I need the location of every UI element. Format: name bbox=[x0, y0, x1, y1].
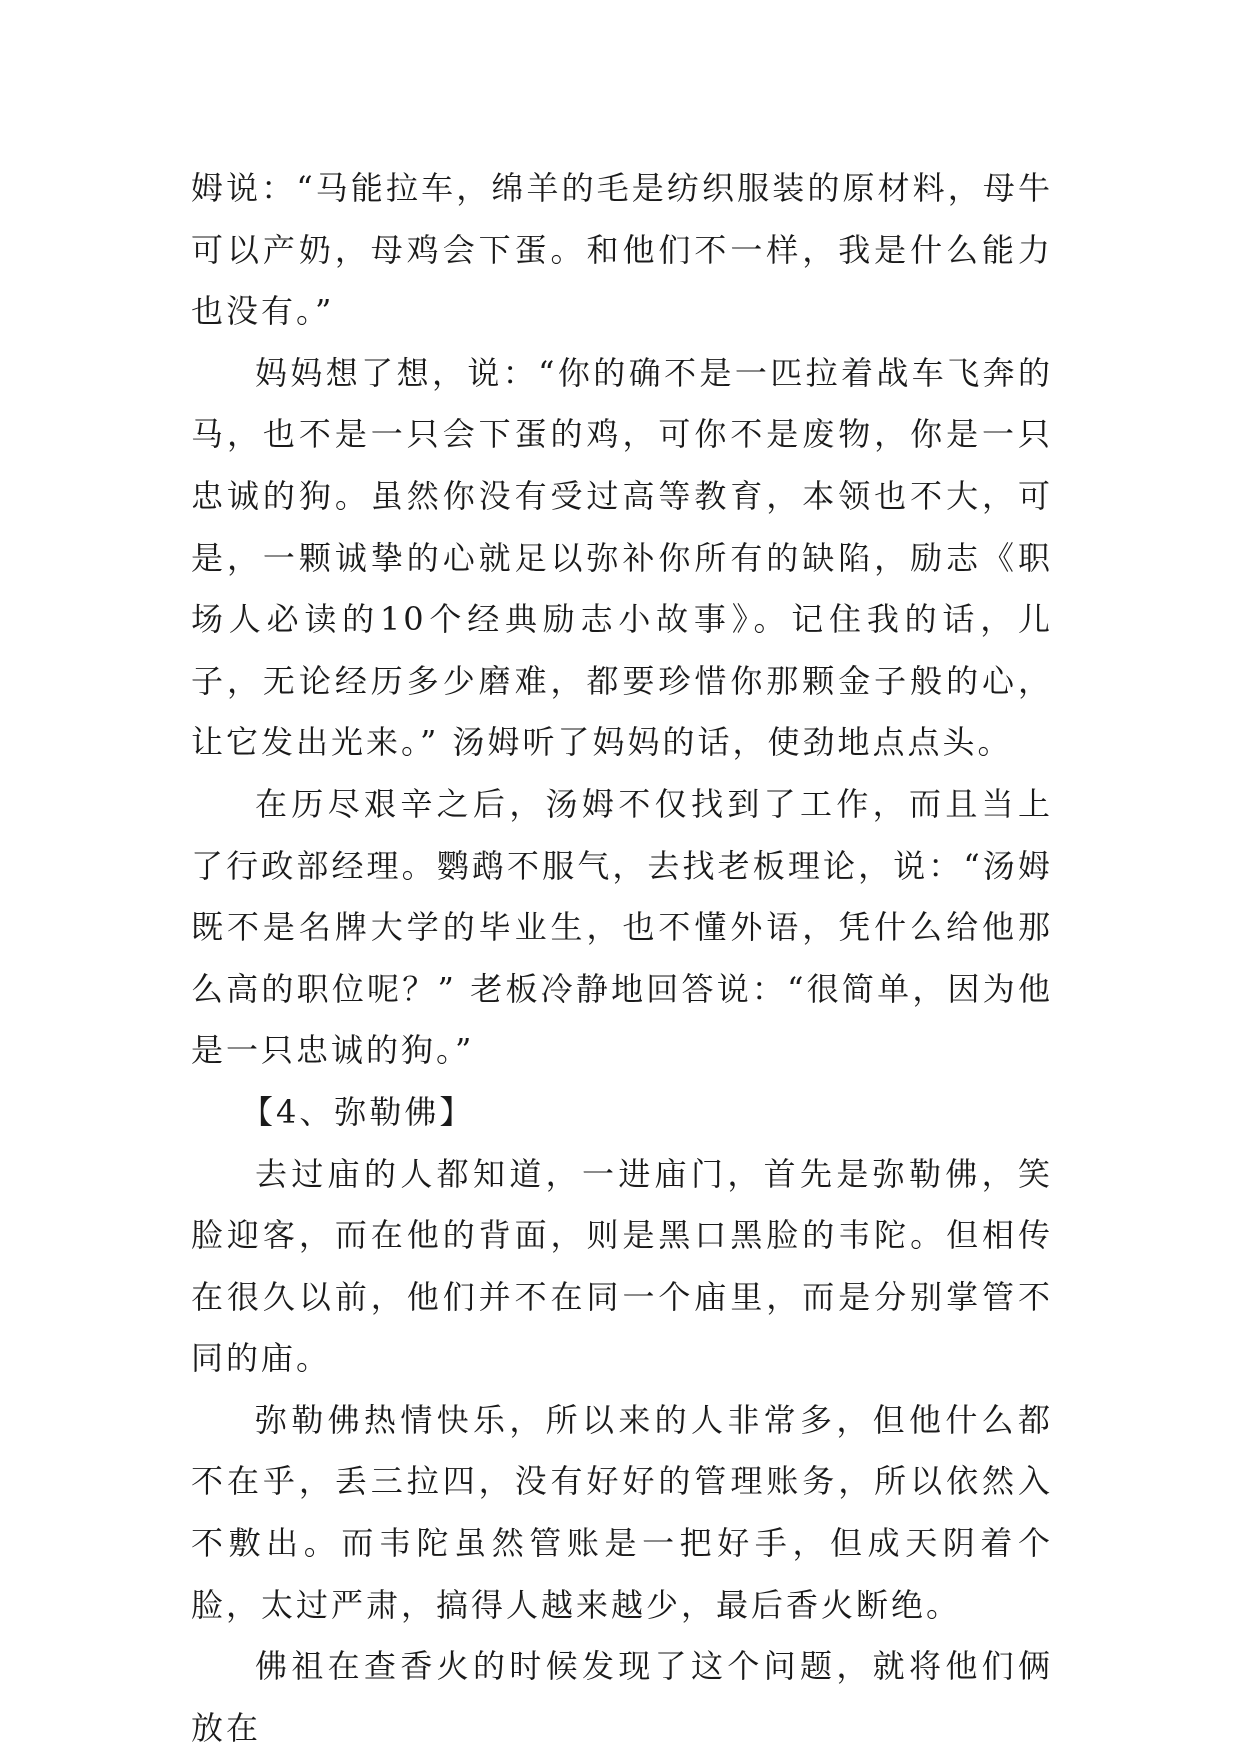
paragraph: 在历尽艰辛之后，汤姆不仅找到了工作，而且当上了行政部经理。鹦鹉不服气，去找老板理论，说：“汤姆既不是名牌大学的毕业生，也不懂外语，凭什么给他那么高的职位呢？” 老板冷静地回答说：“很简单，因为他是一只忠诚的狗。” bbox=[191, 784, 1053, 1070]
paragraph: 弥勒佛热情快乐，所以来的人非常多，但他什么都不在乎，丢三拉四，没有好好的管理账务，所以依然入不敷出。而韦陀虽然管账是一把好手，但成天阴着个脸，太过严肃，搞得人越来越少，最后香火断绝。 bbox=[191, 1400, 1053, 1624]
document-body bbox=[191, 158, 1053, 1759]
paragraph: 去过庙的人都知道，一进庙门，首先是弥勒佛，笑脸迎客，而在他的背面，则是黑口黑脸的韦陀。但相传在很久以前，他们并不在同一个庙里，而是分别掌管不同的庙。 bbox=[191, 1154, 1053, 1378]
paragraph: 姆说：“马能拉车，绵羊的毛是纺织服装的原材料，母牛可以产奶，母鸡会下蛋。和他们不一样，我是什么能力也没有。” bbox=[191, 169, 1053, 331]
paragraph: 佛祖在查香火的时候发现了这个问题，就将他们俩放在 bbox=[191, 1647, 1053, 1747]
section-heading: 【4、弥勒佛】 bbox=[241, 1092, 475, 1131]
paragraph: 妈妈想了想，说：“你的确不是一匹拉着战车飞奔的马，也不是一只会下蛋的鸡，可你不是废物，你是一只忠诚的狗。虽然你没有受过高等教育，本领也不大，可是，一颗诚挚的心就足以弥补你所有的缺陷，励志《职场人必读的10个经典励志小故事》。记住我的话，儿子，无论经历多少磨难，都要珍惜你那颗金子般的心，让它发出光来。” 汤姆听了妈妈的话，使劲地点点头。 bbox=[191, 353, 1053, 762]
